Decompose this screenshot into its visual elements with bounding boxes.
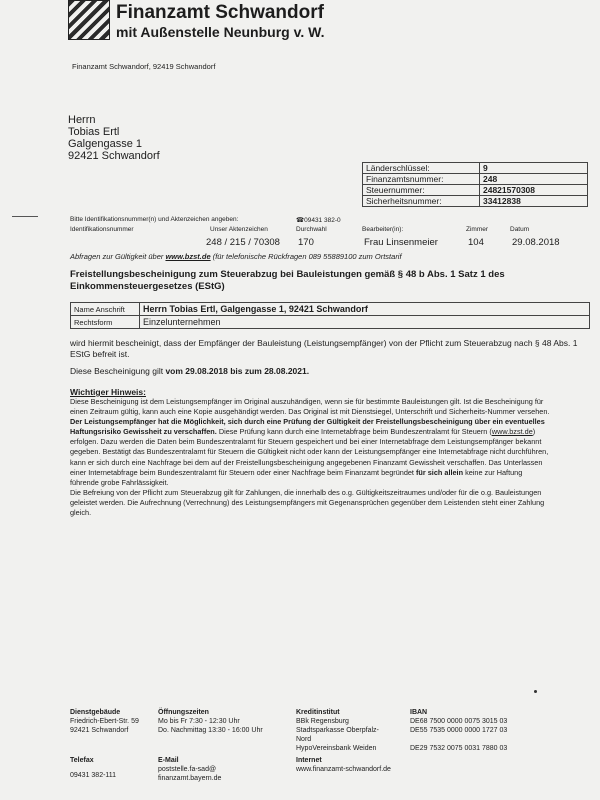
validity-hint-prefix: Abfragen zur Gültigkeit über <box>70 252 166 261</box>
footer-email-label: E-Mail <box>158 757 179 764</box>
footer-internet-label: Internet <box>296 757 322 764</box>
footer-email-line1[interactable]: poststelle.fa-sad@ <box>158 766 217 773</box>
footer-opening-hours <box>158 708 263 735</box>
bearbeiter-label: Bearbeiter(in): <box>362 226 404 233</box>
fold-mark <box>12 216 38 217</box>
footer-kredit-line4: HypoVereinsbank Weiden <box>296 745 377 752</box>
id-number-label: Identifikationsnummer <box>70 226 134 233</box>
hint-p2-bold2: für sich allein <box>416 467 464 477</box>
hint-p2-bold: Der Leistungsempfänger hat die Möglichkeit, sich durch eine Prüfung der Gültigkeit der Freistellungsbescheinigung über ein eventuelles Haftungsrisiko Gewissheit zu verschaffen. <box>70 417 545 437</box>
reference-note: Bitte Identifikationsnummer(n) und Aktenzeichen angeben: <box>70 216 239 223</box>
legal-form-value: Einzelunternehmen <box>140 316 590 329</box>
table-row <box>71 303 590 316</box>
key-label: Steuernummer: <box>363 185 480 196</box>
name-table <box>70 302 590 329</box>
zimmer-value: 104 <box>468 237 484 248</box>
footer-dienstgebaeude <box>70 708 139 735</box>
key-value: 9 <box>480 163 588 174</box>
recipient-city: 92421 Schwandorf <box>68 150 160 162</box>
key-value: 24821570308 <box>480 185 588 196</box>
hint-p2-a: Diese Prüfung kann durch eine Internetabfrage beim Bundeszentralamt für Steuern ( <box>216 427 492 437</box>
paper-speck <box>534 690 537 693</box>
footer-dienst-line2: 92421 Schwandorf <box>70 727 129 734</box>
footer-bank <box>296 708 379 753</box>
name-label: Name Anschrift <box>71 303 140 316</box>
recipient-salutation: Herrn <box>68 114 96 126</box>
datum-label: Datum <box>510 226 530 233</box>
footer-email-line2[interactable]: finanzamt.bayern.de <box>158 775 222 782</box>
key-label: Finanzamtsnummer: <box>363 174 480 185</box>
footer-oeff-line2: Do. Nachmittag 13:30 - 16:00 Uhr <box>158 727 263 734</box>
exemption-statement: wird hiermit bescheinigt, dass der Empfänger der Bauleistung (Leistungsempfänger) von der Pflicht zum Steuerabzug nach § 48 Abs. 1 EStG befreit ist. <box>70 338 578 359</box>
hint-paragraph-2 <box>70 417 550 488</box>
table-row <box>71 316 590 329</box>
validity-hint <box>70 252 402 261</box>
certificate-subject: Freistellungsbescheinigung zum Steuerabzug bei Bauleistungen gemäß § 48 b Abs. 1 Satz 1 des Einkommensteuergesetzes (EStG) <box>70 269 505 292</box>
durchwahl-label: Durchwahl <box>296 226 327 233</box>
footer-internet <box>296 756 391 774</box>
recipient-address <box>68 114 160 162</box>
key-value: 33412838 <box>480 196 588 207</box>
key-label: Länderschlüssel: <box>363 163 480 174</box>
recipient-street: Galgengasse 1 <box>68 138 142 150</box>
key-row <box>363 185 588 196</box>
bearbeiter-value: Frau Linsenmeier <box>364 237 438 248</box>
footer-iban <box>410 708 507 753</box>
key-label: Sicherheitsnummer: <box>363 196 480 207</box>
key-row <box>363 174 588 185</box>
footer-email <box>158 756 221 783</box>
footer-tel-label: Telefax <box>70 757 94 764</box>
footer-oeff-label: Öffnungszeiten <box>158 709 209 716</box>
phone-main: ☎09431 382-0 <box>296 217 341 224</box>
datum-value: 29.08.2018 <box>512 237 560 248</box>
footer-oeff-line1: Mo bis Fr 7:30 - 12:30 Uhr <box>158 718 240 725</box>
footer-iban-line1: DE68 7500 0000 0075 3015 03 <box>410 718 508 725</box>
validity-dates: vom 29.08.2018 bis zum 28.08.2021. <box>165 366 310 376</box>
hint-bzst-link[interactable]: www.bzst.de <box>491 427 533 437</box>
footer-telefax <box>70 756 116 780</box>
hint-p2-c: keine zur Haftung führende grobe Fahrlässigkeit. <box>70 467 523 487</box>
key-value: 248 <box>480 174 588 185</box>
tax-key-table <box>362 162 588 207</box>
footer-iban-line3: DE29 7532 0075 0031 7880 03 <box>410 745 508 752</box>
office-subtitle: mit Außenstelle Neunburg v. W. <box>116 24 325 40</box>
legal-form-label: Rechtsform <box>71 316 140 329</box>
footer-iban-line2: DE55 7535 0000 0000 1727 03 <box>410 727 508 734</box>
akz-value: 248 / 215 / 70308 <box>206 237 280 248</box>
footer-tel-value: 09431 382-111 <box>70 772 117 779</box>
footer-dienst-line1: Friedrich-Ebert-Str. 59 <box>70 718 139 725</box>
recipient-name: Tobias Ertl <box>68 126 120 138</box>
hint-paragraph-1: Diese Bescheinigung ist dem Leistungsempfänger im Original auszuhändigen, wenn sie für bestimmte Bauleistungen gilt. Ist die Bescheinigung für einen Zeitraum gültig, kann auch eine Kopie ausgehändigt werden. Das Original ist mit Dienstsiegel, Unterschrift und Sicherheits-Nummer versehen. <box>70 397 550 417</box>
footer-kredit-line3: Nord <box>296 736 312 743</box>
footer-kredit-line2: Stadtsparkasse Oberpfalz- <box>296 727 379 734</box>
akz-label: Unser Aktenzeichen <box>210 226 268 233</box>
hint-title: Wichtiger Hinweis: <box>70 387 146 397</box>
hint-paragraph-3: Die Befreiung von der Pflicht zum Steuerabzug gilt für Zahlungen, die innerhalb des o.g. Gültigkeitszeitraumes und/oder für die o.g. Bauleistungen geleistet werden. Die Aufrechnung (Verrechnung) des Leistungsempfängers mit Gegenansprüchen gegenüber dem Leistenden steht einer Zahlung gleich. <box>70 487 545 518</box>
footer-kredit-line1: BBk Regensburg <box>296 718 349 725</box>
hint-p2-b: ) erfolgen. Dazu werden die Daten beim Bundeszentralamt für Steuern gespeichert und bei einer Internetabfrage dem Leistungsempfänger bekannt gegeben. Bestätigt das Bundeszentralamt für Steuern die Gültigkeit nicht oder kann der Leistungsempfänger eine Internetabfrage nicht durchführen, kann er sich durch eine Nachfrage bei dem auf der Freistellungsbescheinigung angegebenen Finanzamt Gewissheit verschaffen. Das Unterlassen einer Internetabfrage beim Bundeszentralamt für Steuern oder einer Nachfrage beim Finanzamt begründet <box>70 427 549 477</box>
validity-prefix: Diese Bescheinigung gilt <box>70 366 166 376</box>
footer-internet-value[interactable]: www.finanzamt-schwandorf.de <box>296 766 391 773</box>
name-value: Herrn Tobias Ertl, Galgengasse 1, 92421 Schwandorf <box>140 303 590 316</box>
footer-dienst-label: Dienstgebäude <box>70 709 121 716</box>
sender-line: Finanzamt Schwandorf, 92419 Schwandorf <box>72 62 216 71</box>
bavarian-crest-logo <box>68 0 110 40</box>
durchwahl-value: 170 <box>298 237 314 248</box>
zimmer-label: Zimmer <box>466 226 489 233</box>
key-row <box>363 196 588 207</box>
bzst-link[interactable]: www.bzst.de <box>165 252 211 261</box>
validity-period <box>70 366 590 376</box>
footer-iban-label: IBAN <box>410 709 428 716</box>
office-title: Finanzamt Schwandorf <box>116 2 324 23</box>
hint-text <box>70 397 550 518</box>
footer-kredit-label: Kreditinstitut <box>296 709 340 716</box>
key-row <box>363 163 588 174</box>
validity-hint-suffix: (für telefonische Rückfragen 089 55889100 zum Ortstarif <box>210 252 402 261</box>
